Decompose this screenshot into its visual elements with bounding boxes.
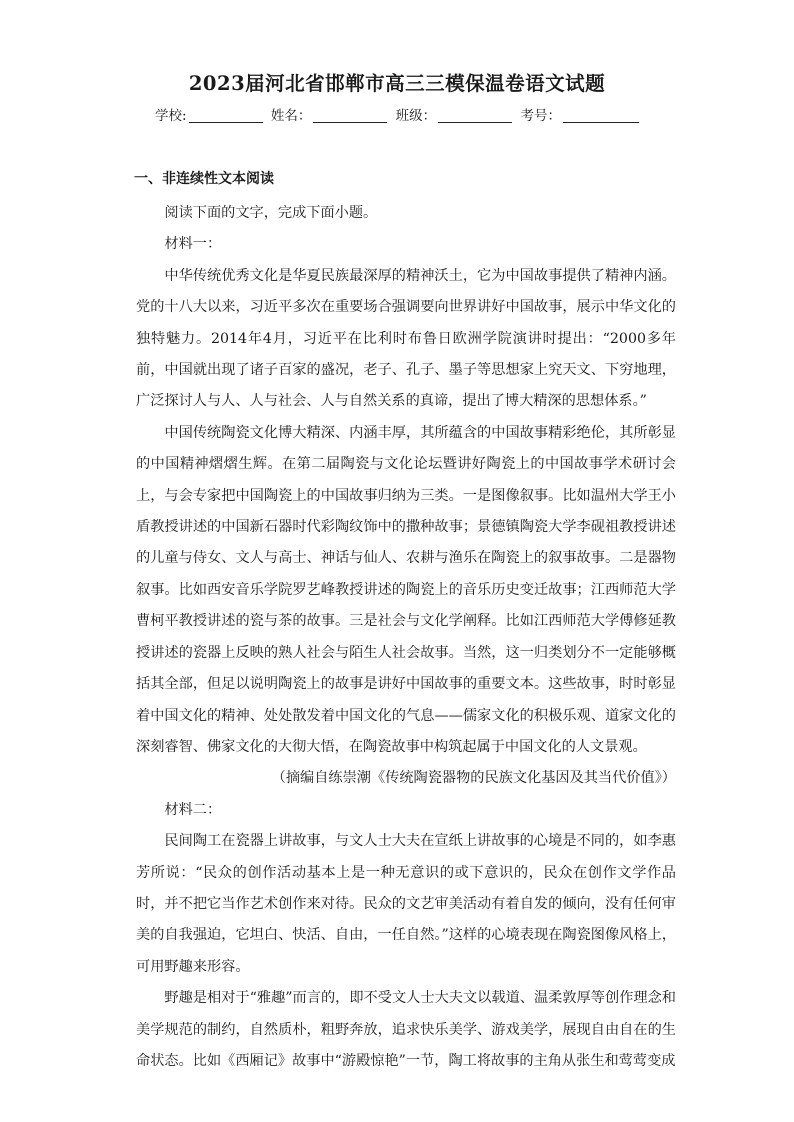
- class-label: 班级：: [395, 108, 437, 124]
- exam-number-field: [520, 104, 639, 124]
- material-one-paragraph-2: 中国传统陶瓷文化博大精深、内涵丰厚，其所蕴含的中国故事精彩绝伦，其所彰显的中国精神熠熠生辉。在第二届陶瓷与文化论坛暨讲好陶瓷上的中国故事学术研讨会上，与会专家把中国陶瓷上的中国故事归纳为三类。一是图像叙事。比如温州大学王小盾教授讲述的中国新石器时代彩陶纹饰中的撒种故事；景德镇陶瓷大学李砚祖教授讲述的儿童与侍女、文人与高士、神话与仙人、农耕与渔乐在陶瓷上的叙事故事。二是器物叙事。比如西安音乐学院罗艺峰教授讲述的陶瓷上的音乐历史变迁故事；江西师范大学曹柯平教授讲述的瓷与茶的故事。三是社会与文化学阐释。比如江西师范大学傅修延教授讲述的瓷器上反映的熟人社会与陌生人社会故事。当然，这一归类划分不一定能够概括其全部，但足以说明陶瓷上的故事是讲好中国故事的重要文本。这些故事，时时彰显着中国文化的精神、处处散发着中国文化的气息——儒家文化的积极乐观、道家文化的深刻睿智、佛家文化的大彻大悟，在陶瓷故事中构筑起属于中国文化的人文景观。: [136, 424, 676, 755]
- material-one-source: （摘编自练崇潮《传统陶瓷器物的民族文化基因及其当代价值》）: [271, 770, 676, 787]
- material-two-paragraph-1: 民间陶工在瓷器上讲故事，与文人士大夫在宣纸上讲故事的心境是不同的，如李惠芳所说：“民众的创作活动基本上是一种无意识的或下意识的，民众在创作文学作品时，并不把它当作艺术创作来对待。民众的文艺审美活动有着自发的倾向，没有任何审美的自我强迫，它坦白、快活、自由，一任自然。”这样的心境表现在陶瓷图像风格上，可用野趣来形容。: [136, 833, 676, 975]
- name-label: 姓名：: [270, 108, 312, 124]
- instruction-text: 阅读下面的文字，完成下面小题。: [164, 205, 378, 221]
- class-field: [396, 104, 513, 124]
- school-field: [155, 104, 263, 124]
- exam-number-blank[interactable]: [563, 108, 639, 123]
- material-two-paragraph-2: 野趣是相对于“雅趣”而言的，即不受文人士大夫文以载道、温柔敦厚等创作理念和美学规范的制约，自然质朴，粗野奔放，追求快乐美学、游戏美学，展现自由自在的生命状态。比如《西厢记》故事中“游殿惊艳”一节，陶工将故事的主角从张生和莺莺变成: [136, 990, 676, 1069]
- section-heading: 一、非连续性文本阅读: [134, 171, 274, 187]
- school-label: 学校:: [155, 108, 187, 124]
- exam-number-label: 考号：: [520, 108, 561, 124]
- page-title: 2023届河北省邯郸市高三三模保温卷语文试题: [188, 72, 606, 95]
- material-one-paragraph-1: 中华传统优秀文化是华夏民族最深厚的精神沃土，它为中国故事提供了精神内涵。党的十八大以来，习近平多次在重要场合强调要向世界讲好中国故事，展示中华文化的独特魅力。2014年4月，习近平在比利时布鲁日欧洲学院演讲时提出：“2000多年前，中国就出现了诸子百家的盛况，老子、孔子、墨子等思想家上究天文、下穷地理，广泛探讨人与人、人与社会、人与自然关系的真谛，提出了博大精深的思想体系。”: [136, 267, 676, 410]
- class-blank[interactable]: [438, 108, 512, 123]
- school-blank[interactable]: [189, 108, 263, 123]
- section-non-continuous-reading: [136, 170, 676, 1077]
- material-two-label: 材料二：: [164, 801, 222, 818]
- name-blank[interactable]: [313, 108, 387, 123]
- student-info-line: [0, 104, 794, 124]
- name-field: [271, 104, 388, 124]
- material-one-label: 材料一：: [164, 236, 222, 253]
